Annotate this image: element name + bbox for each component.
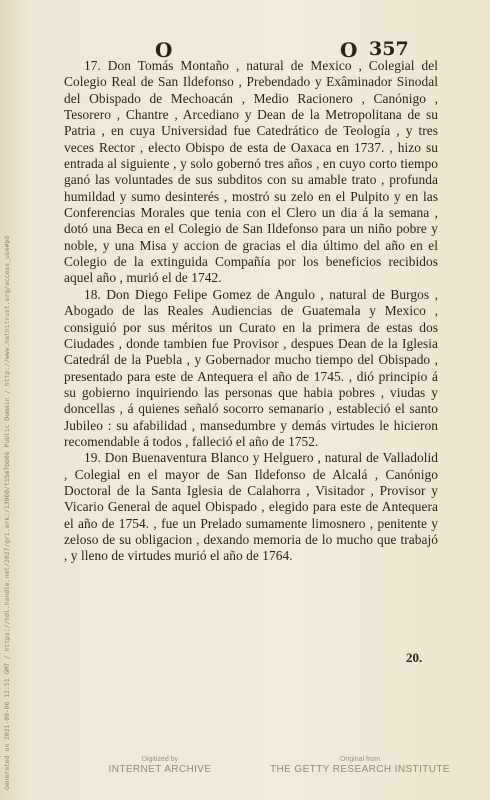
paragraph-19: 19. Don Buenaventura Blanco y Helguero , natural de Valladolid , Colegial en el mayor de San Ildefonso de Alcalá , Canónigo Doctoral de la Santa Iglesia de Calahorra , Visitador , Provisor y Vicario General de aquel Obispado , elegido para este de Antequera el año de 1754. , fue un Prelado sumamente limosnero , penitente y zeloso de su obligacion , dexando memoria de lo mucho que trabajó , y lleno de virtudes murió el año de 1764. <box>64 450 438 564</box>
page-number: 357 <box>369 38 409 60</box>
footer-original-label: Original from <box>339 756 381 763</box>
signature-mark-left: O <box>155 38 173 62</box>
footer-getty: THE GETTY RESEARCH INSTITUTE <box>270 764 450 775</box>
signature-mark-mid: O <box>340 38 358 62</box>
hathitrust-side-stamp: Generated on 2021-09-06 12:51 GMT / https://hdl.handle.net/2027/gri.ark:/13960/t15m7bb06 Public Domain / http://www.hathitrust.org/access_use#pd <box>3 235 11 790</box>
paragraph-18: 18. Don Diego Felipe Gomez de Angulo , natural de Burgos , Abogado de las Reales Audiencias de Guatemala y Mexico , consiguió por sus méritos un Curato en la primera de estas dos Ciudades , donde tambien fue Provisor , despues Dean de la Iglesia Catedrál de la Puebla , y Gobernador mucho tiempo del Obispado , presentado para este de Antequera el año de 1745. , dió principio á su gobierno inquiriendo las personas que habia pobres , viudas y doncellas , á quienes señaló socorro semanario , estableció el santo Jubileo : su afabilidad , mansedumbre y demás virtudes le hicieron recomendable á todos , falleció el año de 1752. <box>64 286 438 449</box>
footer-digitized-by <box>80 755 240 776</box>
page-body <box>64 58 438 565</box>
footer-digitized-label: Digitized by <box>141 756 179 763</box>
footer-internet-archive: INTERNET ARCHIVE <box>108 764 212 775</box>
catchword: 20. <box>406 650 423 665</box>
footer-original-from <box>260 755 460 776</box>
paragraph-17: 17. Don Tomás Montaño , natural de Mexico , Colegial del Colegio Real de San Ildefonso , Prebendado y Exâminador Sinodal del Obispado de Mechoacán , Medio Racionero , Canónigo , Tesorero , Chantre , Arcediano y Dean de la Metropolitana de su Patria , en cuya Universidad fue Catedrático de Teología , y tres veces Rector , electo Obispo de esta de Oaxaca en 1737. , hizo su entrada al siguiente , y solo gobernó tres años , en cuyo corto tiempo ganó las voluntades de sus subditos con su amable trato , profunda humildad y sumo desinterés , mostró su zelo en el Pulpito y en las Conferencias Morales que tenia con el Clero un dia á la semana , dotó una Beca en el Colegio de San Ildefonso para un niño pobre y noble, y una Misa y accion de gracias el dia último del año en el Colegio de la extinguida Compañía por los beneficios recibidos aquel año , murió el de 1742. <box>64 58 438 286</box>
digitization-footer <box>0 755 490 795</box>
